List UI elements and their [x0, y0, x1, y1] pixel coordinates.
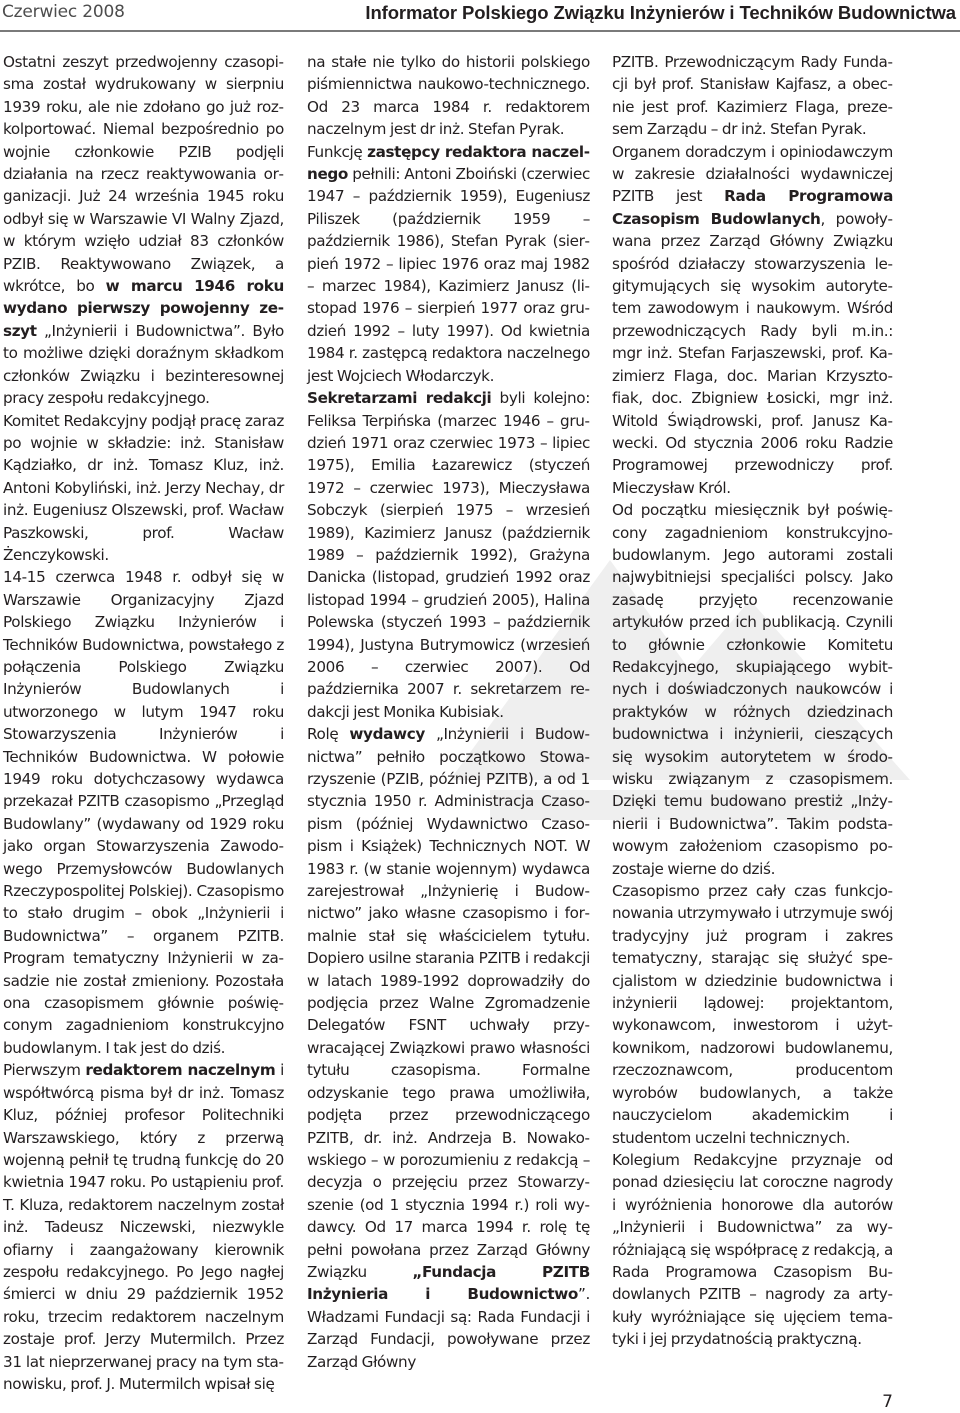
paragraph [307, 51, 590, 141]
text-run: Pierwszym [3, 1061, 86, 1080]
text-run: Funkcję [307, 142, 368, 161]
text-run: Czasopismo przez cały czas funkcjonowania utrzymywało i utrzymuje swój tradycyjny już program i zakres tematyczny, starając się służyć specjalistom w dziedzinie budownictwa i inżynierii lądowej: projektantom, wykonawcom, inwestorom i użytkownikom, nadzorowi budowlanemu, rzeczoznawcom, producentom wyrobów budowlanych, a także nauczycielom akademickim i studentom uczelni technicznych. [612, 882, 893, 1147]
text-run: na stałe nie tylko do historii polskiego piśmiennictwa naukowo-technicznego. Od 23 marca 1984 r. redaktorem naczelnym jest dr inż. Stefan Pyrak. [307, 53, 590, 139]
paragraph [3, 51, 284, 410]
text-run: byli kolejno: Feliksa Terpińska (marzec 1946 – grudzień 1971 oraz czerwiec 1973 – lipiec 1975), Emilia Łazarewicz (styczeń 1972 – czerwiec 1973), Mieczysława Sobczyk (sierpień 1975 – wrzesień 1989), Kazimierz Janusz (październik 1989 – październik 1992), Grażyna Danicka (listopad, grudzień 1992 oraz listopad 1994 – grudzień 2005), Halina Polewska (styczeń 1993 – październik 1994), Justyna Butrymowicz (wrzesień 2006 – czerwiec 2007). Od października 2007 r. sekretarzem redakcji jest Monika Kubisiak. [307, 389, 590, 721]
paragraph [3, 410, 284, 567]
text-run: Ostatni zeszyt przedwojenny czasopisma został wydrukowany w sierpniu 1939 roku, ale nie zdołano go już rozkolportować. Niemal bezpośrednio po wojnie członkowie PZIB podjęli działania na rzecz reaktywowania organizacji. Już 24 września 1945 roku odbył się w Warszawie VI Walny Zjazd, w którym wzięło udział 83 członków PZIB. Reaktywowano Związek, a wkrótce, bo [3, 53, 284, 296]
text-run: Kolegium Redakcyjne przyznaje od ponad dziesięciu lat coroczne nagrody i wyróżnienia honorowe dla autorów „Inżynierii i Budownictwa” za wyróżniającą się współpracę z redakcją, a Rada Programowa Czasopism Budowlanych PZITB – nagrody za artykuły wyróżniające się ujęciem tematyki i jej przydatnością praktyczną. [612, 1150, 893, 1349]
paragraph [3, 1059, 284, 1395]
paragraph [612, 51, 893, 141]
text-run: Organem doradczym i opiniodawczym w zakresie działalności wydawniczej PZITB jest [612, 142, 893, 206]
text-column-1 [3, 51, 284, 1395]
bold-text: zastępcy redaktora naczelnego [307, 142, 590, 184]
bold-text: „Fundacja PZITB Inżynieria i Budownictwo [307, 1262, 590, 1304]
bold-text: redaktorem naczelnym [85, 1061, 276, 1080]
paragraph [612, 499, 893, 880]
page-number: 7 [882, 1392, 893, 1412]
issue-date: Czerwiec 2008 [2, 2, 125, 22]
paragraph [307, 141, 590, 387]
text-run: Komitet Redakcyjny podjął pracę zaraz po wojnie w składzie: inż. Stanisław Kądziałko, dr inż. Tomasz Kluz, inż. Antoni Kobyliński, inż. Jerzy Nechay, dr inż. Eugeniusz Olszewski, prof. Wacław Paszkowski, prof. Wacław Żenczykowski. [3, 411, 284, 564]
text-run: ”. Władzami Fundacji są: Rada Fundacji i Zarząd Fundacji, powoływane przez Zarząd Główny [307, 1285, 590, 1371]
text-column-3 [612, 51, 893, 1351]
text-run: i współtwórcą pisma był dr inż. Tomasz Kluz, później profesor Politechniki Warszawskiego, który z przerwą wojenną pełnił tę trudną funkcję do 20 kwietnia 1947 roku. Po ustąpieniu prof. T. Kluza, redaktorem naczelnym został inż. Tadeusz Niczewski, niezwykle ofiarny i zaangażowany kierownik zespołu redakcyjnego. Po Jego nagłej śmierci w dniu 29 październik 1952 roku, trzecim redaktorem naczelnym zostaje prof. Jerzy Mutermilch. Przez 31 lat nieprzerwanej pracy na tym stanowisku, prof. J. Mutermilch wpisał się [3, 1061, 285, 1393]
text-run: 14-15 czerwca 1948 r. odbył się w Warszawie Organizacyjny Zjazd Polskiego Związku Inżynierów i Techników Budownictwa, powstałego z połączenia Polskiego Związku Inżynierów Budowlanych i utworzonego w lutym 1947 roku Stowarzyszenia Inżynierów i Techników Budownictwa. W połowie 1949 roku dotychczasowy wydawca przekazał PZITB czasopismo „Przegląd Budowlany” (wydawany od 1929 roku jako organ Stowarzyszenia Zawodowego Przemysłowców Budowlanych Rzeczypospolitej Polskiej). Czasopismo to stało drugim – obok „Inżynierii i Budownictwa” – organem PZITB. Program tematyczny Inżynierii w zasadzie nie został zmieniony. Pozostała ona czasopismem głównie poświęconym zagadnieniom konstrukcyjno budowlanym. I tak jest do dziś. [3, 568, 284, 1057]
bold-text: Sekretarzami redakcji [307, 389, 492, 408]
bold-text: w marcu 1946 roku wydano pierwszy powojenny zeszyt [3, 277, 284, 340]
paragraph [612, 880, 893, 1149]
bold-text: wydawcy [349, 725, 425, 744]
paragraph [307, 723, 590, 1373]
bold-text: Rada Programowa Czasopism Budowlanych [612, 187, 893, 228]
text-run: pełnili: Antoni Zboiński (czerwiec 1947 – październik 1959), Eugeniusz Piliszek (październik 1959 – październik 1986), Stefan Pyrak (sierpień 1972 – lipiec 1976 oraz maj 1982 – marzec 1984), Kazimierz Janusz (listopad 1976 – sierpień 1977 oraz grudzień 1992 – luty 1997). Od kwietnia 1984 r. zastępcą redaktora naczelnego jest Wojciech Włodarczyk. [307, 165, 590, 385]
text-run: Rolę [307, 725, 350, 744]
page-header [0, 0, 960, 32]
text-run: „Inżynierii i Budownictwa”. Było to możliwe dzięki doraźnym składkom członków Związku i bezinteresownej pracy zespołu redakcyjnego. [3, 321, 284, 408]
paragraph [612, 1149, 893, 1351]
text-run: Od początku miesięcznik był poświęcony zagadnieniom konstrukcyjnobudowlanym. Jego autorami zostali najwybitniejsi specjaliści polscy. Jako zasadę przyjęto recenzowanie artykułów przed ich publikacją. Czynili to głównie członkowie Komitetu Redakcyjnego, skupiającego wybitnych i doświadczonych naukowców i praktyków w różnych dziedzinach budownictwa i inżynierii, cieszących się wysokim autorytetem w środowisku związanym z czasopismem. Dzięki temu budowano prestiż „Inżynierii i Budownictwa”. Takim podstawowym założeniom czasopismo pozostaje wierne do dziś. [612, 501, 893, 878]
paragraph [612, 141, 893, 500]
text-run: „Inżynierii i Budownictwa” pełniło początkowo Stowarzyszenie (PZIB, później PZITB), a od 1 stycznia 1950 r. Administracja Czasopism (później Wydawnictwo Czasopism i Książek) Technicznych NOT. W 1983 r. (w stanie wojennym) wydawca zarejestrował „Inżynierię i Budownictwo” jako własne czasopismo i formalnie stał się właścicielem tytułu. Dopiero usilne starania PZITB i redakcji w latach 1989-1992 doprowadziły do podjęcia przez Walne Zgromadzenie Delegatów FSNT uchwały przywracającej Związkowi prawo własności tytułu czasopisma. Formalne odzyskanie tego prawa umożliwiła, podjęta przez przewodniczącego PZITB, dr. inż. Andrzeja B. Nowakowskiego – w porozumieniu z redakcją – decyzja o przejęciu przez Stowarzyszenie (od 1 stycznia 1994 r.) roli wydawcy. Od 17 marca 1994 r. rolę tę pełni powołana przez Zarząd Główny Związku [307, 725, 591, 1281]
text-column-2 [307, 51, 590, 1373]
paragraph [3, 566, 284, 1059]
journal-title: Informator Polskiego Związku Inżynierów i Techników Budownictwa [365, 2, 956, 23]
paragraph [307, 387, 590, 723]
text-run: , powoływana przez Zarząd Główny Związku spośród działaczy stowarzyszenia legitymujących się wysokim autorytetem zawodowym i naukowym. Wśród przewodniczących Rady byli m.in.: mgr inż. Stefan Farjaszewski, prof. Kazimierz Flaga, doc. Marian Krzysztofiak, doc. Zbigniew Łosicki, mgr inż. Witold Świądrowski, prof. Janusz Kawecki. Od stycznia 2006 roku Radzie Programowej przewodniczy prof. Mieczysław Król. [612, 209, 893, 497]
text-run: PZITB. Przewodniczącym Rady Fundacji był prof. Stanisław Kajfasz, a obecnie jest prof. Kazimierz Flaga, prezesem Zarządu – dr inż. Stefan Pyrak. [612, 53, 893, 139]
